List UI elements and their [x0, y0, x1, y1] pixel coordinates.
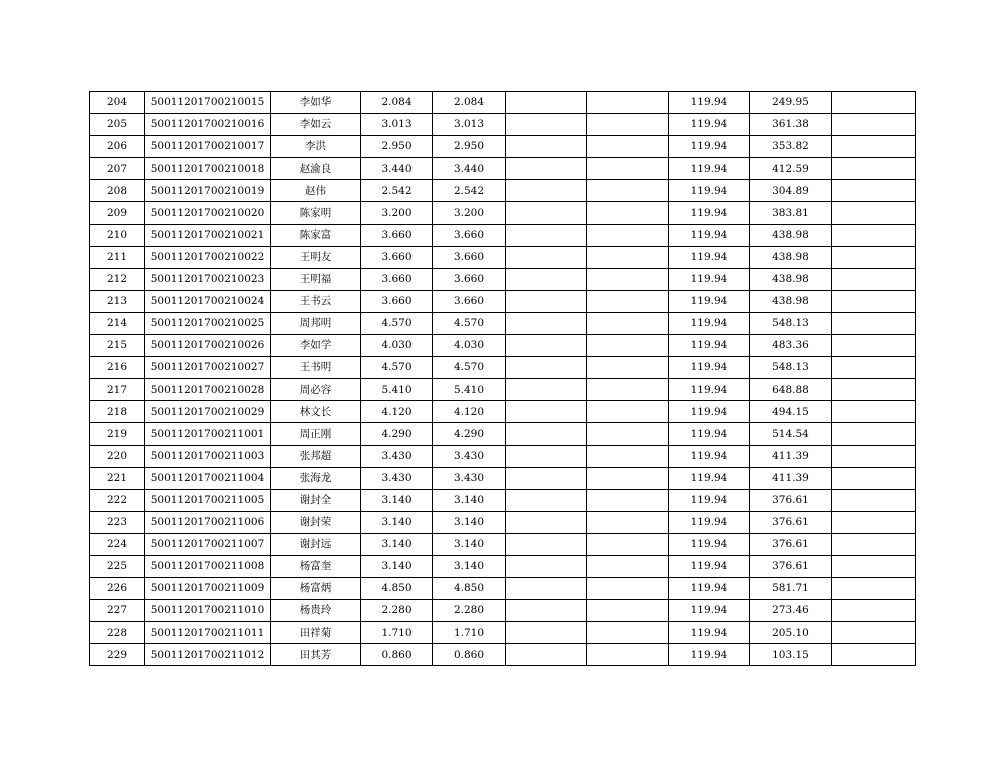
table-row: [90, 312, 916, 334]
table-row: [90, 290, 916, 312]
id-cell: 50011201700210028: [145, 379, 271, 401]
blank-cell-a: [506, 379, 587, 401]
blank-cell-a: [506, 158, 587, 180]
blank-cell-a: [506, 578, 587, 600]
remarks-cell: [832, 290, 916, 312]
blank-cell-b: [587, 555, 669, 577]
area-cell: 3.660: [361, 246, 433, 268]
id-cell: 50011201700211012: [145, 644, 271, 666]
area-cell: 2.542: [361, 180, 433, 202]
table-row: [90, 423, 916, 445]
amount-cell: 412.59: [750, 158, 832, 180]
unit-price-cell: 119.94: [669, 335, 750, 357]
row-number-cell: 217: [90, 379, 145, 401]
blank-cell-b: [587, 445, 669, 467]
blank-cell-b: [587, 423, 669, 445]
blank-cell-a: [506, 180, 587, 202]
unit-price-cell: 119.94: [669, 246, 750, 268]
id-cell: 50011201700210021: [145, 224, 271, 246]
area-confirmed-cell: 3.660: [433, 224, 506, 246]
blank-cell-a: [506, 312, 587, 334]
row-number-cell: 227: [90, 600, 145, 622]
row-number-cell: 218: [90, 401, 145, 423]
blank-cell-b: [587, 489, 669, 511]
remarks-cell: [832, 578, 916, 600]
unit-price-cell: 119.94: [669, 533, 750, 555]
name-cell: 李如学: [271, 335, 361, 357]
id-cell: 50011201700211003: [145, 445, 271, 467]
id-cell: 50011201700210019: [145, 180, 271, 202]
row-number-cell: 214: [90, 312, 145, 334]
row-number-cell: 210: [90, 224, 145, 246]
area-cell: 3.660: [361, 268, 433, 290]
area-confirmed-cell: 3.660: [433, 290, 506, 312]
blank-cell-b: [587, 136, 669, 158]
area-confirmed-cell: 3.140: [433, 489, 506, 511]
area-confirmed-cell: 3.013: [433, 114, 506, 136]
blank-cell-b: [587, 578, 669, 600]
id-cell: 50011201700211009: [145, 578, 271, 600]
area-confirmed-cell: 1.710: [433, 622, 506, 644]
area-cell: 3.140: [361, 555, 433, 577]
blank-cell-a: [506, 489, 587, 511]
name-cell: 赵伟: [271, 180, 361, 202]
name-cell: 陈家明: [271, 202, 361, 224]
table-row: [90, 335, 916, 357]
id-cell: 50011201700210018: [145, 158, 271, 180]
id-cell: 50011201700210017: [145, 136, 271, 158]
row-number-cell: 219: [90, 423, 145, 445]
name-cell: 周正刚: [271, 423, 361, 445]
row-number-cell: 205: [90, 114, 145, 136]
table-row: [90, 180, 916, 202]
blank-cell-a: [506, 423, 587, 445]
blank-cell-b: [587, 92, 669, 114]
id-cell: 50011201700210016: [145, 114, 271, 136]
blank-cell-a: [506, 600, 587, 622]
area-cell: 3.660: [361, 224, 433, 246]
area-confirmed-cell: 0.860: [433, 644, 506, 666]
area-confirmed-cell: 3.660: [433, 246, 506, 268]
unit-price-cell: 119.94: [669, 423, 750, 445]
blank-cell-b: [587, 644, 669, 666]
area-cell: 2.084: [361, 92, 433, 114]
remarks-cell: [832, 136, 916, 158]
area-confirmed-cell: 2.280: [433, 600, 506, 622]
id-cell: 50011201700211011: [145, 622, 271, 644]
unit-price-cell: 119.94: [669, 511, 750, 533]
area-confirmed-cell: 3.140: [433, 511, 506, 533]
name-cell: 田祥菊: [271, 622, 361, 644]
area-confirmed-cell: 3.200: [433, 202, 506, 224]
blank-cell-b: [587, 158, 669, 180]
table-row: [90, 489, 916, 511]
unit-price-cell: 119.94: [669, 268, 750, 290]
blank-cell-b: [587, 357, 669, 379]
amount-cell: 581.71: [750, 578, 832, 600]
blank-cell-b: [587, 180, 669, 202]
blank-cell-b: [587, 600, 669, 622]
unit-price-cell: 119.94: [669, 202, 750, 224]
remarks-cell: [832, 622, 916, 644]
name-cell: 谢封荣: [271, 511, 361, 533]
name-cell: 杨富炳: [271, 578, 361, 600]
remarks-cell: [832, 268, 916, 290]
table-row: [90, 511, 916, 533]
name-cell: 李如华: [271, 92, 361, 114]
area-confirmed-cell: 4.850: [433, 578, 506, 600]
blank-cell-b: [587, 224, 669, 246]
id-cell: 50011201700210026: [145, 335, 271, 357]
blank-cell-b: [587, 622, 669, 644]
blank-cell-a: [506, 92, 587, 114]
row-number-cell: 220: [90, 445, 145, 467]
row-number-cell: 228: [90, 622, 145, 644]
blank-cell-a: [506, 533, 587, 555]
table-row: [90, 578, 916, 600]
amount-cell: 548.13: [750, 312, 832, 334]
table-row: [90, 401, 916, 423]
unit-price-cell: 119.94: [669, 92, 750, 114]
amount-cell: 411.39: [750, 445, 832, 467]
row-number-cell: 206: [90, 136, 145, 158]
amount-cell: 438.98: [750, 268, 832, 290]
table-row: [90, 467, 916, 489]
amount-cell: 205.10: [750, 622, 832, 644]
table-row: [90, 622, 916, 644]
area-cell: 3.013: [361, 114, 433, 136]
unit-price-cell: 119.94: [669, 489, 750, 511]
area-confirmed-cell: 4.570: [433, 312, 506, 334]
unit-price-cell: 119.94: [669, 555, 750, 577]
row-number-cell: 224: [90, 533, 145, 555]
id-cell: 50011201700211007: [145, 533, 271, 555]
amount-cell: 249.95: [750, 92, 832, 114]
table-body: [90, 92, 916, 666]
row-number-cell: 212: [90, 268, 145, 290]
blank-cell-b: [587, 379, 669, 401]
area-confirmed-cell: 2.950: [433, 136, 506, 158]
area-confirmed-cell: 4.290: [433, 423, 506, 445]
amount-cell: 376.61: [750, 511, 832, 533]
id-cell: 50011201700211004: [145, 467, 271, 489]
table-row: [90, 224, 916, 246]
remarks-cell: [832, 533, 916, 555]
name-cell: 田其芳: [271, 644, 361, 666]
name-cell: 张海龙: [271, 467, 361, 489]
remarks-cell: [832, 335, 916, 357]
blank-cell-a: [506, 202, 587, 224]
blank-cell-b: [587, 312, 669, 334]
name-cell: 谢封远: [271, 533, 361, 555]
unit-price-cell: 119.94: [669, 180, 750, 202]
id-cell: 50011201700210025: [145, 312, 271, 334]
area-cell: 4.570: [361, 357, 433, 379]
remarks-cell: [832, 357, 916, 379]
row-number-cell: 211: [90, 246, 145, 268]
blank-cell-a: [506, 401, 587, 423]
blank-cell-b: [587, 246, 669, 268]
blank-cell-a: [506, 357, 587, 379]
area-confirmed-cell: 3.440: [433, 158, 506, 180]
blank-cell-b: [587, 202, 669, 224]
remarks-cell: [832, 92, 916, 114]
id-cell: 50011201700210020: [145, 202, 271, 224]
area-cell: 3.440: [361, 158, 433, 180]
table-row: [90, 92, 916, 114]
blank-cell-a: [506, 246, 587, 268]
name-cell: 陈家富: [271, 224, 361, 246]
id-cell: 50011201700210027: [145, 357, 271, 379]
area-confirmed-cell: 4.570: [433, 357, 506, 379]
unit-price-cell: 119.94: [669, 401, 750, 423]
area-cell: 2.280: [361, 600, 433, 622]
unit-price-cell: 119.94: [669, 379, 750, 401]
blank-cell-a: [506, 114, 587, 136]
blank-cell-b: [587, 467, 669, 489]
table-row: [90, 555, 916, 577]
table-row: [90, 268, 916, 290]
blank-cell-a: [506, 136, 587, 158]
area-cell: 4.030: [361, 335, 433, 357]
amount-cell: 353.82: [750, 136, 832, 158]
unit-price-cell: 119.94: [669, 600, 750, 622]
id-cell: 50011201700210029: [145, 401, 271, 423]
blank-cell-a: [506, 622, 587, 644]
name-cell: 王明友: [271, 246, 361, 268]
name-cell: 赵渝良: [271, 158, 361, 180]
remarks-cell: [832, 644, 916, 666]
table-row: [90, 246, 916, 268]
table-row: [90, 533, 916, 555]
id-cell: 50011201700211006: [145, 511, 271, 533]
amount-cell: 273.46: [750, 600, 832, 622]
amount-cell: 103.15: [750, 644, 832, 666]
blank-cell-a: [506, 511, 587, 533]
name-cell: 杨贵玲: [271, 600, 361, 622]
area-cell: 3.660: [361, 290, 433, 312]
area-cell: 3.430: [361, 445, 433, 467]
name-cell: 王书云: [271, 290, 361, 312]
area-confirmed-cell: 3.430: [433, 467, 506, 489]
id-cell: 50011201700210023: [145, 268, 271, 290]
area-cell: 4.290: [361, 423, 433, 445]
remarks-cell: [832, 114, 916, 136]
id-cell: 50011201700210022: [145, 246, 271, 268]
blank-cell-a: [506, 555, 587, 577]
area-confirmed-cell: 2.542: [433, 180, 506, 202]
area-cell: 5.410: [361, 379, 433, 401]
id-cell: 50011201700210015: [145, 92, 271, 114]
name-cell: 谢封全: [271, 489, 361, 511]
remarks-cell: [832, 379, 916, 401]
unit-price-cell: 119.94: [669, 290, 750, 312]
area-confirmed-cell: 2.084: [433, 92, 506, 114]
amount-cell: 376.61: [750, 555, 832, 577]
area-cell: 3.140: [361, 533, 433, 555]
table-row: [90, 136, 916, 158]
area-cell: 4.850: [361, 578, 433, 600]
amount-cell: 483.36: [750, 335, 832, 357]
remarks-cell: [832, 600, 916, 622]
amount-cell: 438.98: [750, 290, 832, 312]
amount-cell: 383.81: [750, 202, 832, 224]
amount-cell: 376.61: [750, 533, 832, 555]
unit-price-cell: 119.94: [669, 445, 750, 467]
remarks-cell: [832, 158, 916, 180]
table-row: [90, 600, 916, 622]
name-cell: 李洪: [271, 136, 361, 158]
remarks-cell: [832, 445, 916, 467]
blank-cell-a: [506, 335, 587, 357]
amount-cell: 438.98: [750, 224, 832, 246]
blank-cell-a: [506, 268, 587, 290]
area-cell: 4.120: [361, 401, 433, 423]
amount-cell: 411.39: [750, 467, 832, 489]
row-number-cell: 221: [90, 467, 145, 489]
row-number-cell: 223: [90, 511, 145, 533]
blank-cell-a: [506, 467, 587, 489]
unit-price-cell: 119.94: [669, 622, 750, 644]
remarks-cell: [832, 401, 916, 423]
blank-cell-b: [587, 290, 669, 312]
amount-cell: 304.89: [750, 180, 832, 202]
remarks-cell: [832, 489, 916, 511]
area-cell: 3.200: [361, 202, 433, 224]
area-confirmed-cell: 3.140: [433, 555, 506, 577]
area-cell: 3.430: [361, 467, 433, 489]
id-cell: 50011201700211005: [145, 489, 271, 511]
unit-price-cell: 119.94: [669, 467, 750, 489]
amount-cell: 438.98: [750, 246, 832, 268]
amount-cell: 514.54: [750, 423, 832, 445]
remarks-cell: [832, 202, 916, 224]
remarks-cell: [832, 312, 916, 334]
unit-price-cell: 119.94: [669, 224, 750, 246]
remarks-cell: [832, 224, 916, 246]
area-confirmed-cell: 3.140: [433, 533, 506, 555]
row-number-cell: 204: [90, 92, 145, 114]
id-cell: 50011201700211010: [145, 600, 271, 622]
row-number-cell: 215: [90, 335, 145, 357]
amount-cell: 361.38: [750, 114, 832, 136]
unit-price-cell: 119.94: [669, 578, 750, 600]
remarks-cell: [832, 423, 916, 445]
unit-price-cell: 119.94: [669, 357, 750, 379]
id-cell: 50011201700211008: [145, 555, 271, 577]
table-row: [90, 445, 916, 467]
blank-cell-b: [587, 401, 669, 423]
name-cell: 李如云: [271, 114, 361, 136]
table-row: [90, 158, 916, 180]
unit-price-cell: 119.94: [669, 136, 750, 158]
name-cell: 林文长: [271, 401, 361, 423]
id-cell: 50011201700210024: [145, 290, 271, 312]
amount-cell: 548.13: [750, 357, 832, 379]
remarks-cell: [832, 555, 916, 577]
remarks-cell: [832, 180, 916, 202]
blank-cell-b: [587, 511, 669, 533]
row-number-cell: 208: [90, 180, 145, 202]
data-table: [89, 91, 916, 666]
blank-cell-b: [587, 533, 669, 555]
row-number-cell: 229: [90, 644, 145, 666]
amount-cell: 494.15: [750, 401, 832, 423]
area-cell: 3.140: [361, 511, 433, 533]
blank-cell-a: [506, 224, 587, 246]
remarks-cell: [832, 467, 916, 489]
area-confirmed-cell: 5.410: [433, 379, 506, 401]
blank-cell-a: [506, 644, 587, 666]
area-confirmed-cell: 4.120: [433, 401, 506, 423]
row-number-cell: 222: [90, 489, 145, 511]
unit-price-cell: 119.94: [669, 158, 750, 180]
area-cell: 2.950: [361, 136, 433, 158]
blank-cell-b: [587, 114, 669, 136]
name-cell: 张邦超: [271, 445, 361, 467]
area-cell: 1.710: [361, 622, 433, 644]
area-confirmed-cell: 4.030: [433, 335, 506, 357]
table-row: [90, 202, 916, 224]
id-cell: 50011201700211001: [145, 423, 271, 445]
area-cell: 3.140: [361, 489, 433, 511]
unit-price-cell: 119.94: [669, 114, 750, 136]
name-cell: 周邦明: [271, 312, 361, 334]
name-cell: 王明福: [271, 268, 361, 290]
remarks-cell: [832, 246, 916, 268]
row-number-cell: 216: [90, 357, 145, 379]
remarks-cell: [832, 511, 916, 533]
blank-cell-b: [587, 335, 669, 357]
name-cell: 王书明: [271, 357, 361, 379]
area-confirmed-cell: 3.430: [433, 445, 506, 467]
row-number-cell: 225: [90, 555, 145, 577]
table-row: [90, 114, 916, 136]
area-cell: 4.570: [361, 312, 433, 334]
table-row: [90, 644, 916, 666]
area-confirmed-cell: 3.660: [433, 268, 506, 290]
row-number-cell: 226: [90, 578, 145, 600]
amount-cell: 648.88: [750, 379, 832, 401]
row-number-cell: 209: [90, 202, 145, 224]
blank-cell-a: [506, 445, 587, 467]
amount-cell: 376.61: [750, 489, 832, 511]
row-number-cell: 207: [90, 158, 145, 180]
name-cell: 周必容: [271, 379, 361, 401]
table-row: [90, 357, 916, 379]
unit-price-cell: 119.94: [669, 312, 750, 334]
blank-cell-b: [587, 268, 669, 290]
blank-cell-a: [506, 290, 587, 312]
table-row: [90, 379, 916, 401]
area-cell: 0.860: [361, 644, 433, 666]
unit-price-cell: 119.94: [669, 644, 750, 666]
row-number-cell: 213: [90, 290, 145, 312]
name-cell: 杨富奎: [271, 555, 361, 577]
